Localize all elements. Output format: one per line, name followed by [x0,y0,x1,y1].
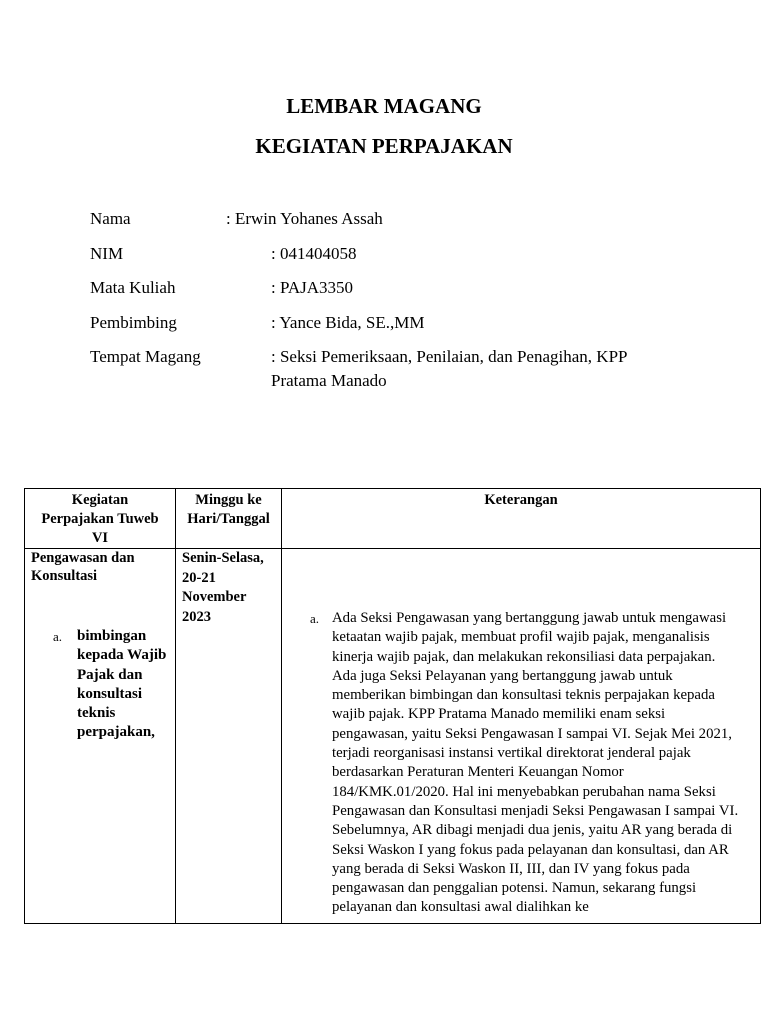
description-cell [282,549,761,924]
sub-item-text: bimbingan kepada Wajib Pajak dan konsultasi teknis perpajakan, [77,628,167,741]
description-text: Ada Seksi Pengawasan yang bertanggung jawab untuk mengawasi ketaatan wajib pajak, membuat profil wajib pajak, menganalisis kinerja wajib pajak, dan melakukan rekonsiliasi data perpajakan. Ada juga Seksi Pelayanan yang bertanggung jawab untuk memberikan bimbingan dan konsultasi teknis perpajakan kepada wajib pajak. KPP Pratama Manado memiliki enam seksi pengawasan, yaitu Seksi Pengawasan I sampai VI. Sejak Mei 2021, terjadi reorganisasi instansi vertikal direktorat jenderal pajak berdasarkan Peraturan Menteri Keuangan Nomor 184/KMK.01/2020. Hal ini menyebabkan perubahan nama Seksi Pengawasan dan Konsultasi menjadi Seksi Pengawasan I sampai VI. Sebelumnya, AR dibagi menjadi dua jenis, yaitu AR yang berada di Seksi Waskon I yang fokus pada pelayanan dan konsultasi, dan AR yang berada di Seksi Waskon II, III, dan IV yang fokus pada pengawasan dan penggalian potensi. Namun, sekarang fungsi pelayanan dan konsultasi awal dialihkan ke [332,610,739,916]
activity-date: Senin-Selasa, 20-21 November 2023 [182,550,264,625]
mata-kuliah-label: Mata Kuliah [90,278,176,297]
activity-sub-item [31,627,171,743]
tempat-magang-value: : Seksi Pemeriksaan, Penilaian, dan Penagihan, KPP [271,347,628,366]
document-title-line2: KEGIATAN PERPAJAKAN [255,134,513,158]
description-item [282,609,740,918]
date-cell [176,549,282,924]
activity-table [24,488,761,924]
header-kegiatan: Kegiatan Perpajakan Tuweb VI [25,489,176,549]
sub-item-marker: a. [53,629,63,644]
header-minggu: Minggu ke Hari/Tanggal [176,489,282,549]
nim-value: : 041404058 [271,244,357,263]
nim-label: NIM [90,244,124,263]
pembimbing-label: Pembimbing [90,313,177,332]
document-title-line1: LEMBAR MAGANG [286,94,482,118]
table-header-row [25,489,761,549]
mata-kuliah-value: : PAJA3350 [271,278,354,297]
header-keterangan: Keterangan [282,489,761,549]
activity-cell [25,549,176,924]
table-row [25,549,761,924]
nama-label: Nama [90,209,131,228]
activity-category: Pengawasan dan Konsultasi [31,550,135,584]
nama-value: : Erwin Yohanes Assah [226,209,383,228]
pembimbing-value: : Yance Bida, SE.,MM [271,313,425,332]
tempat-magang-value-continued: Pratama Manado [271,371,387,390]
description-marker: a. [310,611,320,626]
tempat-magang-label: Tempat Magang [90,347,201,366]
